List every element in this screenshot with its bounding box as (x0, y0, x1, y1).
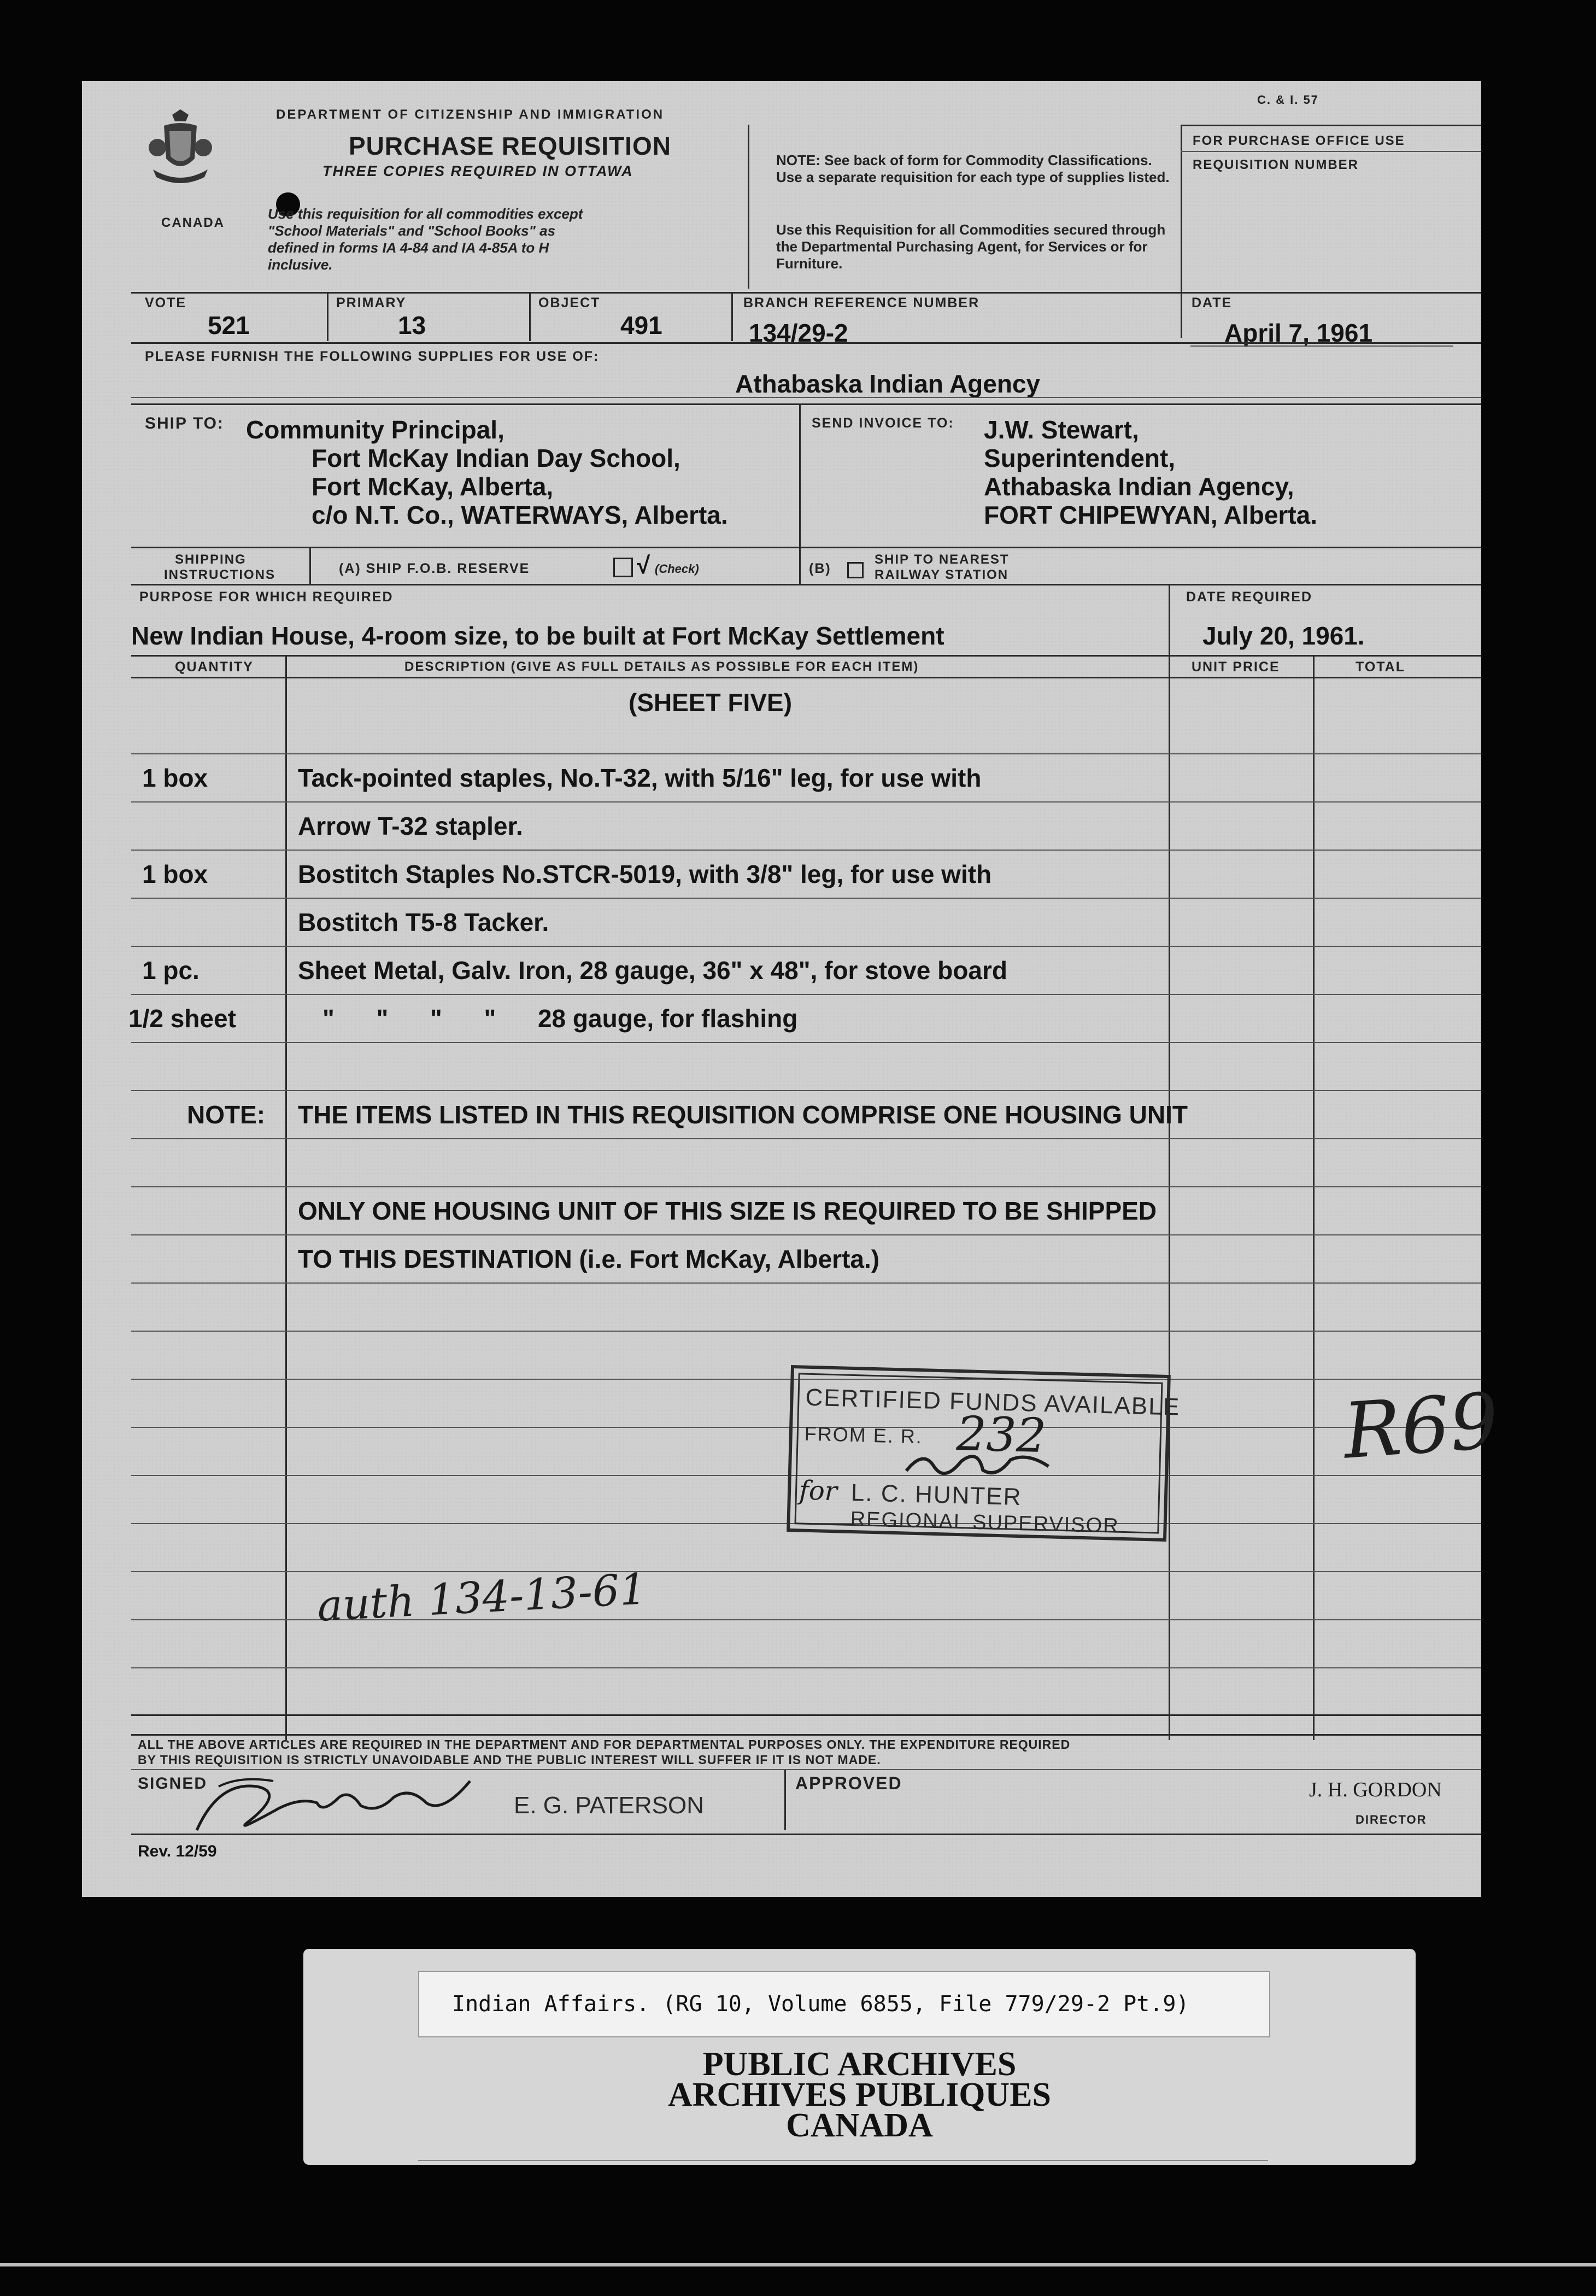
certified-funds-stamp (787, 1365, 1181, 1542)
film-edge-line (0, 2263, 1596, 2266)
use-note: Use this requisition for all commodities except "School Materials" and "School Books" as defined in forms IA 4-84 and IA 4-85A to H inclusive. (268, 206, 583, 273)
item-description: Bostitch Staples No.STCR-5019, with 3/8" leg, for use with (298, 860, 992, 888)
stamp-line1: CERTIFIED FUNDS AVAILABLE (805, 1384, 1181, 1421)
ship-to-line: Fort McKay, Alberta, (312, 472, 554, 501)
signer-name: E. G. PATERSON (514, 1792, 704, 1819)
item-quantity: 1 box (142, 764, 208, 792)
date-label: DATE (1192, 295, 1233, 311)
signed-label: SIGNED (138, 1774, 208, 1793)
form-subtitle: THREE COPIES REQUIRED IN OTTAWA (322, 163, 633, 179)
invoice-label: SEND INVOICE TO: (812, 415, 954, 431)
invoice-address (984, 415, 1317, 529)
note-label: NOTE: (776, 152, 820, 168)
agency-name: Athabaska Indian Agency (735, 370, 1041, 398)
shipping-label: SHIPPING (175, 552, 247, 567)
note-row: THE ITEMS LISTED IN THIS REQUISITION COMPRISE ONE HOUSING UNIT (298, 1100, 1188, 1129)
commodity-note (776, 152, 1170, 186)
item-quantity: 1 box (142, 860, 208, 888)
item-quantity: 1/2 sheet (128, 1004, 236, 1033)
check-mark: √ (637, 552, 650, 579)
approver-title: DIRECTOR (1356, 1813, 1427, 1826)
form-revision: Rev. 12/59 (138, 1842, 217, 1860)
ship-to-line: c/o N.T. Co., WATERWAYS, Alberta. (312, 501, 728, 529)
ship-to-label: SHIP TO: (145, 414, 224, 432)
furnish-label: PLEASE FURNISH THE FOLLOWING SUPPLIES FOR USE OF: (145, 349, 600, 364)
item-description: Arrow T-32 stapler. (298, 812, 523, 840)
stamp-number: 232 (955, 1406, 1047, 1464)
department-name: DEPARTMENT OF CITIZENSHIP AND IMMIGRATION (276, 107, 665, 122)
branch-value: 134/29-2 (749, 319, 848, 347)
archive-citation: Indian Affairs. (RG 10, Volume 6855, File 779/29-2 Pt.9) (452, 1992, 1189, 2017)
requisition-number-label: REQUISITION NUMBER (1193, 157, 1359, 172)
note-row: ONLY ONE HOUSING UNIT OF THIS SIZE IS REQUIRED TO BE SHIPPED (298, 1197, 1157, 1225)
archive-label-card (303, 1949, 1416, 2165)
item-description: Bostitch T5-8 Tacker. (298, 908, 549, 936)
column-description: DESCRIPTION (GIVE AS FULL DETAILS AS POSSIBLE FOR EACH ITEM) (404, 659, 919, 674)
form-code: C. & I. 57 (1257, 93, 1319, 107)
ship-option-b-checkbox[interactable] (847, 562, 864, 578)
stamp-for: for (799, 1475, 838, 1507)
purpose-label: PURPOSE FOR WHICH REQUIRED (139, 589, 394, 605)
note-row: TO THIS DESTINATION (i.e. Fort McKay, Alberta.) (298, 1245, 880, 1273)
note-label-row: NOTE: (187, 1100, 266, 1129)
purchase-office-label: FOR PURCHASE OFFICE USE (1193, 133, 1405, 148)
object-value: 491 (620, 311, 662, 339)
date-required-value: July 20, 1961. (1202, 622, 1365, 650)
item-description: Sheet Metal, Galv. Iron, 28 gauge, 36" x 48", for stove board (298, 956, 1007, 985)
invoice-line: Superintendent, (984, 444, 1176, 472)
stamp-title: REGIONAL SUPERVISOR (850, 1507, 1120, 1538)
stamp-signature-icon (901, 1443, 1055, 1485)
approver-name: J. H. GORDON (1309, 1778, 1442, 1801)
column-total: TOTAL (1356, 659, 1406, 675)
handwritten-initials: R69 (1340, 1377, 1501, 1477)
ship-to-address (246, 415, 728, 529)
stamp-name: L. C. HUNTER (850, 1479, 1023, 1511)
ship-option-a: (A) SHIP F.O.B. RESERVE (339, 561, 530, 576)
item-quantity: 1 pc. (142, 956, 200, 985)
handwritten-authorization: auth 134-13-61 (316, 1565, 648, 1631)
invoice-line: FORT CHIPEWYAN, Alberta. (984, 501, 1317, 529)
purpose-text: New Indian House, 4-room size, to be built at Fort McKay Settlement (131, 622, 944, 650)
requisition-form (82, 81, 1501, 1897)
item-description: " " " " 28 gauge, for flashing (322, 1004, 798, 1033)
archive-name-en: PUBLIC ARCHIVES (702, 2046, 1017, 2083)
sheet-number: (SHEET FIVE) (629, 688, 793, 717)
vote-value: 521 (208, 311, 250, 339)
check-hint: (Check) (655, 562, 699, 576)
vote-label: VOTE (145, 295, 187, 311)
ship-option-b-text-2: RAILWAY STATION (875, 567, 1009, 582)
column-quantity: QUANTITY (175, 659, 254, 675)
ship-option-b-text: SHIP TO NEAREST (875, 552, 1010, 567)
form-title: PURCHASE REQUISITION (349, 132, 671, 160)
declaration-line1: ALL THE ABOVE ARTICLES ARE REQUIRED IN THE DEPARTMENT AND FOR DEPARTMENTAL PURPOSES ONLY. THE EXPENDITURE REQUIRED (138, 1737, 1071, 1752)
ship-option-a-checkbox[interactable] (613, 558, 633, 577)
invoice-line: Athabaska Indian Agency, (984, 472, 1294, 501)
note-text: See back of form for Commodity Classifications. Use a separate requisition for each type of supplies listed. (776, 152, 1170, 185)
invoice-line: J.W. Stewart, (984, 415, 1139, 444)
country-label: CANADA (161, 215, 225, 230)
branch-label: BRANCH REFERENCE NUMBER (743, 295, 980, 311)
item-description: Tack-pointed staples, No.T-32, with 5/16" leg, for use with (298, 764, 982, 792)
ship-to-line: Community Principal, (246, 415, 504, 444)
date-required-label: DATE REQUIRED (1186, 589, 1313, 605)
coat-of-arms-icon (148, 109, 213, 186)
declaration-line2: BY THIS REQUISITION IS STRICTLY UNAVOIDABLE AND THE PUBLIC INTEREST WILL SUFFER IF IT IS NOT MADE. (138, 1753, 881, 1767)
column-unit-price: UNIT PRICE (1192, 659, 1280, 675)
date-value: April 7, 1961 (1224, 319, 1373, 347)
stamp-line2: FROM E. R. (804, 1422, 923, 1448)
ship-to-line: Fort McKay Indian Day School, (312, 444, 680, 472)
signature-icon (186, 1765, 492, 1841)
object-label: OBJECT (538, 295, 601, 311)
approved-label: APPROVED (795, 1773, 902, 1793)
primary-label: PRIMARY (336, 295, 407, 311)
commodity-note-2: Use this Requisition for all Commodities secured through the Departmental Purchasing Agent, for Services or for Furniture. (776, 221, 1166, 272)
shipping-label-2: INSTRUCTIONS (164, 567, 275, 582)
ship-option-b: (B) (809, 561, 831, 576)
citation-box (418, 1971, 1270, 2037)
archive-name-fr: ARCHIVES PUBLIQUES (667, 2076, 1052, 2113)
archive-country: CANADA (786, 2107, 933, 2144)
primary-value: 13 (398, 311, 426, 339)
